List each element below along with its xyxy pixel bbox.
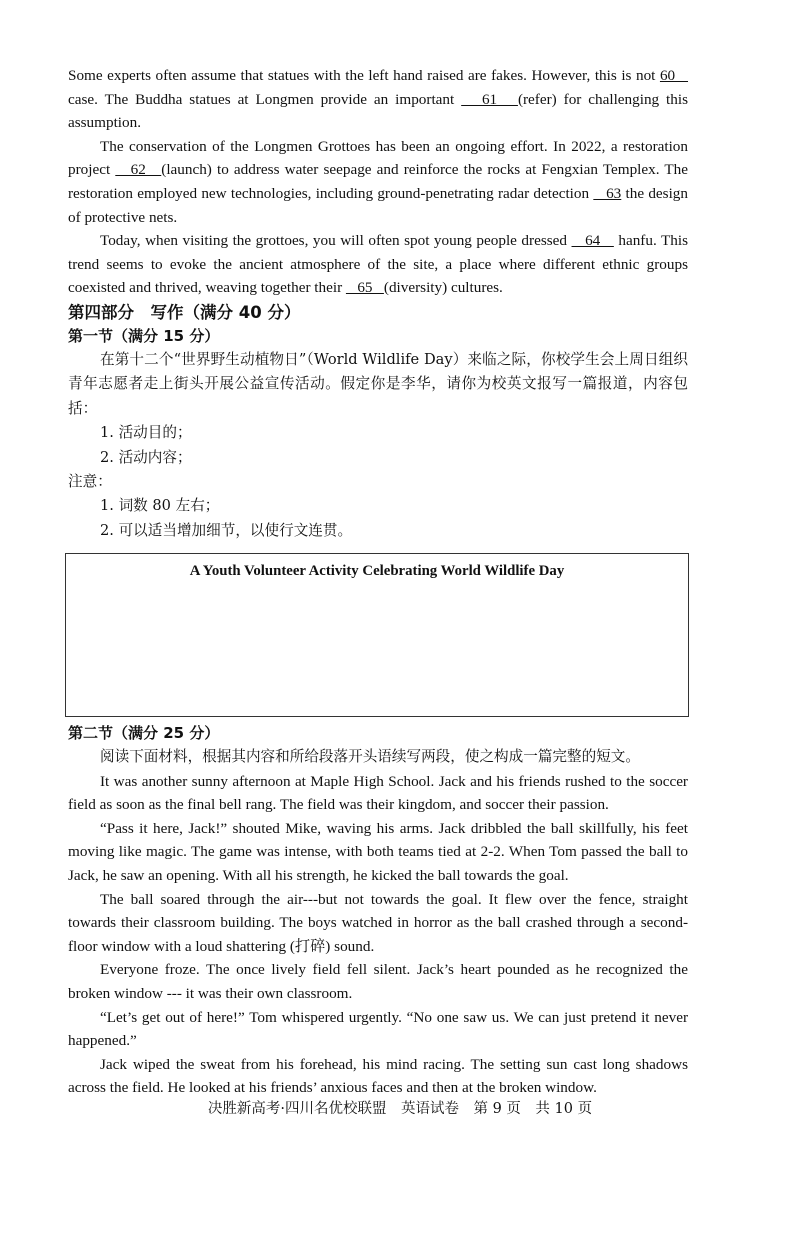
story-paragraph: “Pass it here, Jack!” shouted Mike, waving his arms. Jack dribbled the ball skillfully, his feet moving like magic. The game was intense, with both teams tied at 2-2. When Tom passed the ball to Jack, he saw an opening. With all his strength, he kicked the ball towards the goal.: [68, 819, 688, 884]
text: The conservation of the Longmen Grottoes has been an ongoing effort. In 2022, a restoration project: [68, 137, 688, 179]
note-label: 注意：: [68, 472, 112, 490]
part4-heading: 第四部分 写作（满分 40 分）: [68, 302, 301, 322]
passage-paragraph-1: [68, 64, 688, 135]
blank-65: 65: [345, 279, 384, 297]
story-paragraph: It was another sunny afternoon at Maple High School. Jack and his friends rushed to the soccer field as soon as the final bell rang. The field was their kingdom, and soccer their passion.: [68, 772, 688, 814]
section1-prompt: 在第十二个“世界野生动植物日”（World Wildlife Day）来临之际，你校学生会上周日组织青年志愿者走上街头开展公益宣传活动。假定你是李华，请你为校英文报写一篇报道，内容包括：: [68, 350, 688, 417]
blank-64: 64: [571, 232, 614, 250]
text: hanfu. This trend seems to evoke the ancient atmosphere of the site, a place where different ethnic groups coexisted and thrived, weaving together their: [68, 232, 688, 297]
answer-box-title: A Youth Volunteer Activity Celebrating World Wildlife Day: [189, 563, 565, 580]
story-paragraph: “Let’s get out of here!” Tom whispered urgently. “No one saw us. We can just pretend it never happened.”: [68, 1008, 688, 1050]
note-item-2: 2. 可以适当增加细节，以使行文连贯。: [100, 521, 353, 539]
blank-61: 61: [461, 90, 518, 108]
story-paragraph: Everyone froze. The once lively field fell silent. Jack’s heart pounded as he recognized the broken window --- it was their own classroom.: [68, 961, 688, 1002]
passage-paragraph-2: [68, 135, 688, 229]
page-footer: 决胜新高考·四川名优校联盟 英语试卷 第 9 页 共 10 页: [207, 1101, 593, 1117]
section1-heading: 第一节（满分 15 分）: [68, 326, 220, 345]
text: Today, when visiting the grottoes, you will often spot young people dressed: [100, 232, 572, 250]
text: case. The Buddha statues at Longmen provide an important: [68, 90, 462, 108]
text: (diversity) cultures.: [383, 279, 503, 297]
story-paragraph: Jack wiped the sweat from his forehead, his mind racing. The setting sun cast long shadows across the field. He looked at his friends’ anxious faces and then at the broken window.: [68, 1055, 688, 1097]
answer-box[interactable]: [65, 553, 689, 717]
text: (refer) for challenging this assumption.: [68, 90, 688, 132]
passage-paragraph-3: [68, 229, 688, 300]
prompt-item-1: 1. 活动目的；: [100, 424, 192, 442]
text: (launch) to address water seepage and reinforce the rocks at Fengxian Templex. The restoration employed new technologies, including ground-penetrating radar detection: [68, 161, 688, 202]
exam-page: [68, 64, 688, 1100]
section2-instruction: 阅读下面材料，根据其内容和所给段落开头语续写两段，使之构成一篇完整的短文。: [100, 748, 640, 766]
note-item-1: 1. 词数 80 左右；: [100, 497, 220, 515]
story-paragraph: The ball soared through the air---but not towards the goal. It flew over the fence, straight towards their classroom building. The boys watched in horror as the ball crashed through a second-floor window with a loud shattering (打碎) sound.: [68, 890, 688, 955]
text: Some experts often assume that statues with the left hand raised are fakes. However, this is not: [68, 67, 660, 84]
section2-heading: 第二节（满分 25 分）: [68, 724, 220, 743]
text: the design of protective nets.: [68, 184, 688, 226]
prompt-item-2: 2. 活动内容；: [100, 448, 192, 466]
blank-60: 60: [659, 67, 689, 84]
blank-62: 62: [115, 161, 162, 179]
blank-63: 63: [593, 184, 622, 202]
